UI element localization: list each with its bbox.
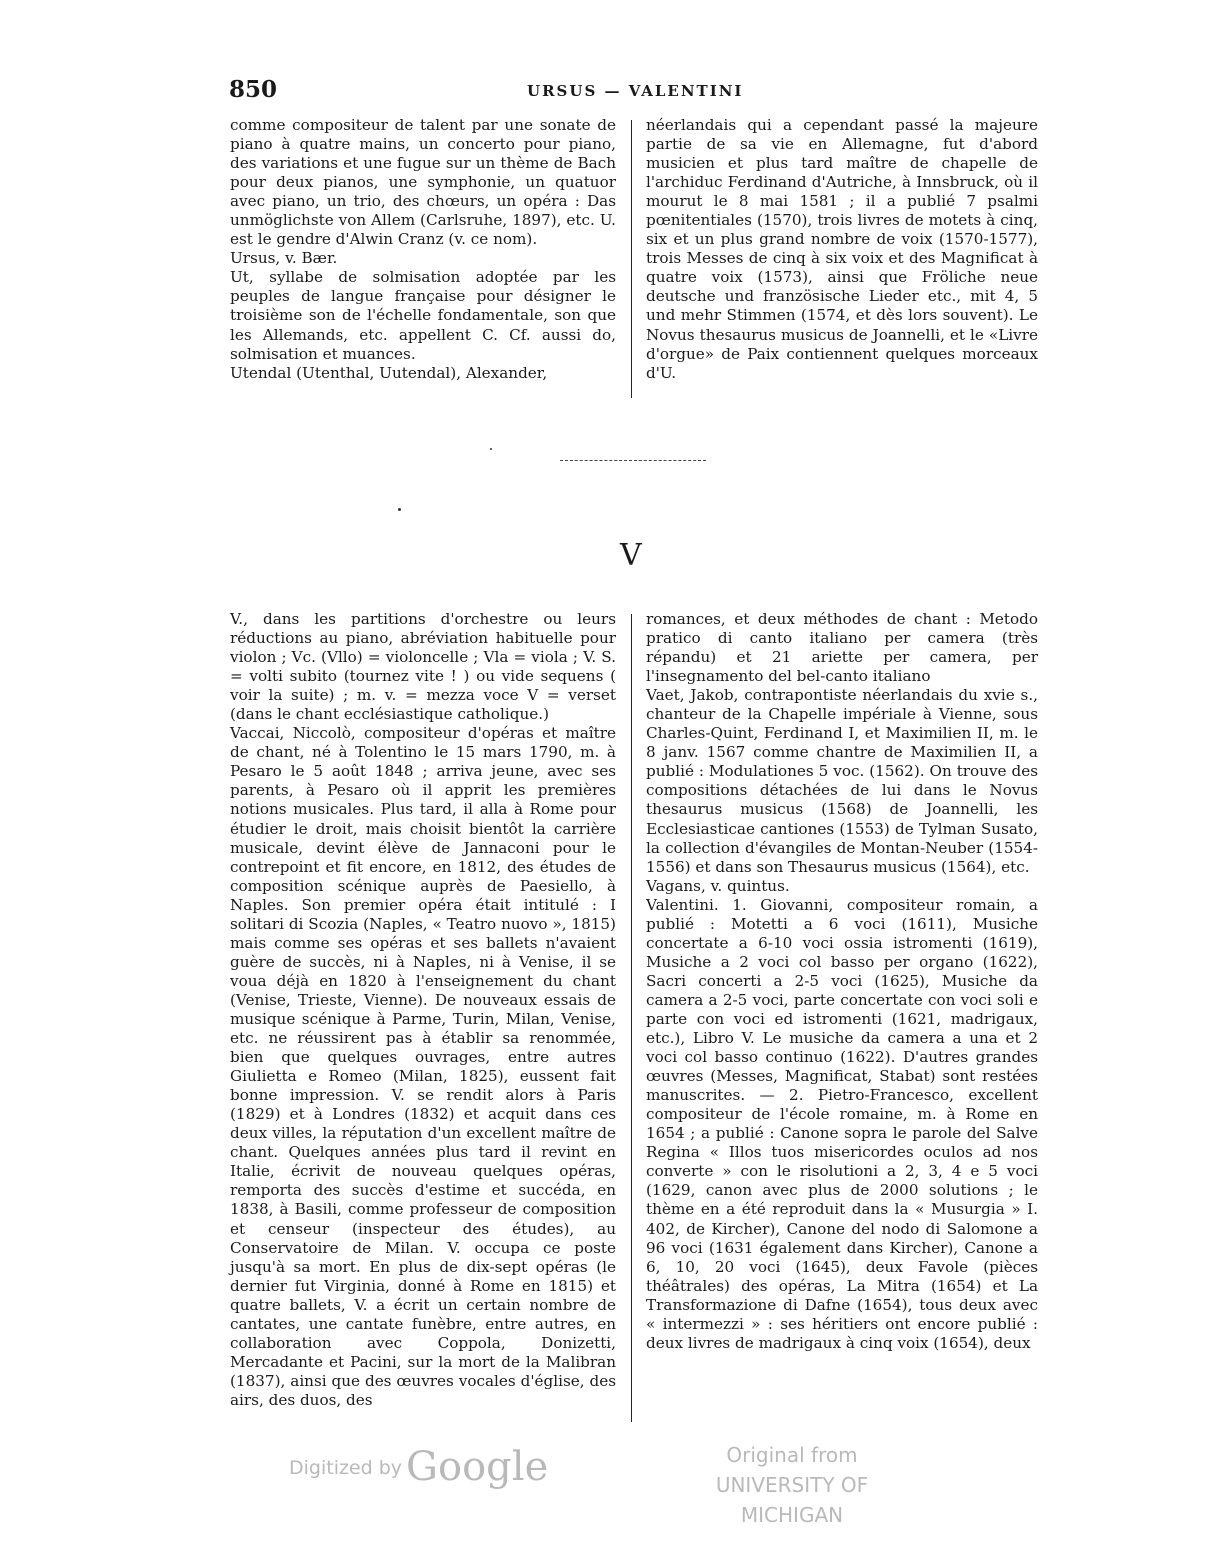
top-left-column <box>230 116 616 383</box>
original-line-1: Original from <box>726 1443 858 1467</box>
entry-utendal-continued: néerlandais qui a cependant passé la majeure partie de sa vie en Allemagne, fut d'abord musicien et plus tard maître de chapelle de l'archiduc Ferdinand d'Autriche, à Innsbruck, où il mourut le 8 mai 1581 ; il a publié 7 psalmi pœnitentiales (1570), trois livres de motets à cinq, six et un plus grand nombre de voix (1570-1577), trois Messes de cinq à six voix et des Magnificat à quatre voix (1573), ainsi que Fröliche neue deutsche und französische Lieder etc., mit 4, 5 und mehr Stimmen (1574, et dès lors souvent). Le Novus thesaurus musicus de Joannelli, et le «Livre d'orgue» de Paix contiennent quelques morceaux d'U. <box>646 116 1038 382</box>
section-separator <box>560 460 706 461</box>
entry-v: V., dans les partitions d'orchestre ou leurs réductions au piano, abréviation habituelle pour violon ; Vc. (Vllo) = violoncelle ; Vla = viola ; V. S. = volti subito (tournez vite ! ) ou vide sequens ( voir la suite) ; m. v. = mezza voce V = verset (dans le chant ecclésiastique catholique.) <box>230 610 616 724</box>
bottom-right-column <box>646 610 1038 1353</box>
print-speck <box>490 448 492 450</box>
column-rule <box>631 614 632 1422</box>
print-speck <box>398 508 401 511</box>
entry-vaet: Vaet, Jakob, contrapontiste néerlandais du xvie s., chanteur de la Chapelle impériale à Vienne, sous Charles-Quint, Ferdinand I, et Maximilien II, m. le 8 janv. 1567 comme chantre de Maximilien II, a publié : Modulationes 5 voc. (1562). On trouve des compositions détachées de lui dans le Novus thesaurus musicus (1568) de Joannelli, les Ecclesiasticae cantiones (1553) de Tylman Susato, la collection d'évangiles de Montan-Neuber (1554-1556) et dans son Thesaurus musicus (1564), etc. <box>646 686 1038 876</box>
original-from-watermark <box>668 1440 916 1530</box>
digitized-by-watermark <box>289 1444 548 1490</box>
entry-continuation: comme compositeur de talent par une sonate de piano à quatre mains, un concerto pour piano, des variations et une fugue sur un thème de Bach pour deux pianos, une symphonie, un quatuor avec piano, un trio, des chœurs, un opéra : Das unmöglichste von Allem (Carlsruhe, 1897), etc. U. est le gendre d'Alwin Cranz (v. ce nom). <box>230 116 616 249</box>
entry-valentini: Valentini. 1. Giovanni, compositeur romain, a publié : Motetti a 6 voci (1611), Musiche concertate a 6-10 voci ossia istromenti (1619), Musiche a 2 voci col basso per organo (1622), Sacri concerti a 2-5 voci (1625), Musiche da camera a 2-5 voci, parte concertate con voci soli e parte con voci ed istromenti (1621, madrigaux, etc.), Libro V. Le musiche da camera a una et 2 voci col basso continuo (1622). D'autres grandes œuvres (Messes, Magnificat, Stabat) sont restées manuscrites. — 2. Pietro-Francesco, excellent compositeur de l'école romaine, m. à Rome en 1654 ; a publié : Canone sopra le parole del Salve Regina « Illos tuos misericordes oculos ad nos converte » con le risolutioni a 2, 3, 4 e 5 voci (1629, canon avec plus de 2000 solutions ; le thème en a été reproduit dans la « Musurgia » I. 402, de Kircher), Canone del nodo di Salomone a 96 voci (1631 également dans Kircher), Canone a 6, 10, 20 voci (1645), deux Favole (pièces théâtrales) des opéras, La Mitra (1654) et La Transformazione di Dafne (1654), tous deux avec « intermezzi » : ses héritiers ont encore publié : deux livres de madrigaux à cinq voix (1654), deux <box>646 895 1038 1352</box>
bottom-left-column <box>230 610 616 1410</box>
original-line-2: UNIVERSITY OF MICHIGAN <box>715 1473 869 1527</box>
page-number: 850 <box>229 76 278 103</box>
running-head: URSUS — VALENTINI <box>527 82 744 100</box>
google-logo: Google <box>406 1444 549 1490</box>
entry-ut: Ut, syllabe de solmisation adoptée par les peuples de langue française pour désigner le troisième son de l'échelle fondamentale, son que les Allemands, etc. appellent C. Cf. aussi do, solmisation et muances. <box>230 268 616 363</box>
column-rule <box>631 120 632 398</box>
entry-vaccai-continued: romances, et deux méthodes de chant : Metodo pratico di canto italiano per camera (très répandu) et 21 ariette per camera, per l'insegnamento del bel-canto italiano <box>646 610 1038 686</box>
entry-ursus: Ursus, v. Bær. <box>230 249 338 268</box>
entry-vaccai: Vaccai, Niccolò, compositeur d'opéras et maître de chant, né à Tolentino le 15 mars 1790, m. à Pesaro le 5 août 1848 ; arriva jeune, avec ses parents, à Pesaro où il apprit les premières notions musicales. Plus tard, il alla à Rome pour étudier le droit, mais choisit bientôt la carrière musicale, devint élève de Jannaconi pour le contrepoint et fit encore, en 1812, des études de composition scénique auprès de Paesiello, à Naples. Son premier opéra était intitulé : I solitari di Scozia (Naples, « Teatro nuovo », 1815) mais comme ses opéras et ses ballets n'avaient guère de succès, ni à Naples, ni à Venise, il se voua déjà en 1820 à l'enseignement du chant (Venise, Trieste, Vienne). De nouveaux essais de musique scénique à Parme, Turin, Milan, Venise, etc. ne réussirent pas à établir sa renommée, bien que quelques ouvrages, entre autres Giulietta e Romeo (Milan, 1825), eussent fait bonne impression. V. se rendit alors à Paris (1829) et à Londres (1832) et acquit dans ces deux villes, la réputation d'un excellent maître de chant. Quelques années plus tard il revint en Italie, écrivit de nouveau quelques opéras, remporta des succès d'estime et succéda, en 1838, à Basili, comme professeur de composition et censeur (inspecteur des études), au Conservatoire de Milan. V. occupa ce poste jusqu'à sa mort. En plus de dix-sept opéras (le dernier fut Virginia, donné à Rome en 1815) et quatre ballets, V. a écrit un certain nombre de cantates, une cantate funèbre, entre autres, en collaboration avec Coppola, Donizetti, Mercadante et Pacini, sur la mort de la Malibran (1837), ainsi que des œuvres vocales d'église, des airs, des duos, des <box>230 724 616 1409</box>
top-right-column <box>646 116 1038 383</box>
section-letter: V <box>620 538 642 573</box>
digitized-prefix: Digitized by <box>289 1457 403 1479</box>
entry-vagans: Vagans, v. quintus. <box>646 876 790 895</box>
entry-utendal: Utendal (Utenthal, Uutendal), Alexander, <box>230 363 548 382</box>
